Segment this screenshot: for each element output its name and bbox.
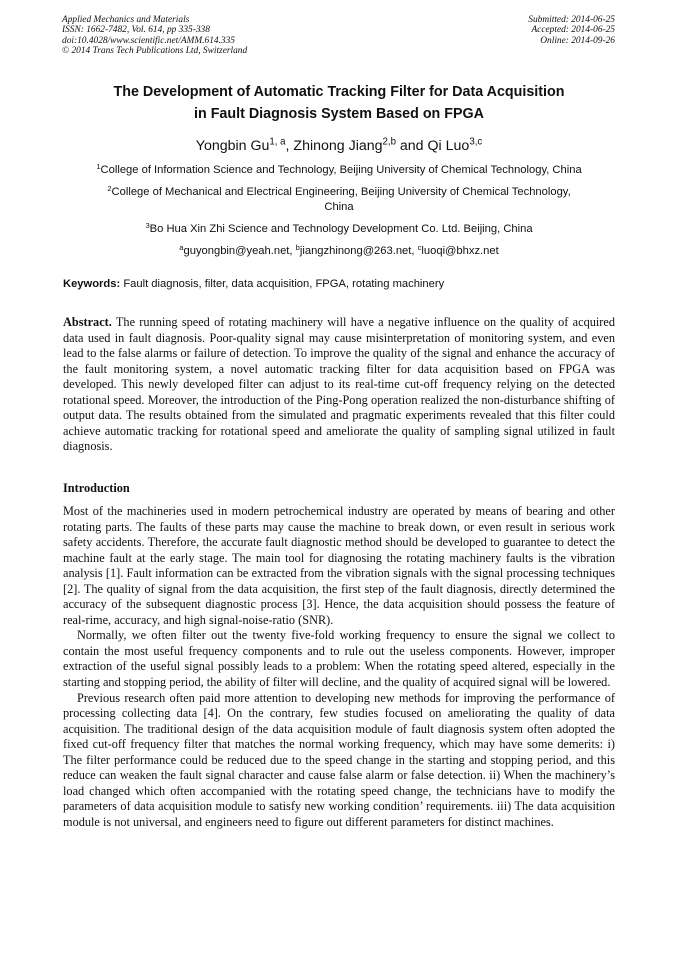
author-affil-mark: 3,c	[469, 136, 483, 148]
title-line-2: in Fault Diagnosis System Based on FPGA	[194, 106, 484, 122]
abstract-label: Abstract.	[63, 315, 112, 329]
author-list	[40, 137, 638, 155]
email-address: jiangzhinong@263.net	[299, 245, 412, 257]
affiliations	[40, 163, 638, 259]
affiliation-text: College of Mechanical and Electrical Engineering, Beijing University of Chemical Technology,	[111, 186, 571, 198]
journal-doi: doi:10.4028/www.scientific.net/AMM.614.335	[62, 35, 235, 46]
affiliation-text: Bo Hua Xin Zhi Science and Technology Development Co. Ltd. Beijing, China	[149, 223, 533, 235]
section-heading-introduction: Introduction	[63, 481, 130, 495]
author-name: Qi Luo	[427, 138, 470, 154]
affiliation-2	[40, 185, 638, 200]
paragraph: Most of the machineries used in modern petrochemical industry are operated by means of bearing and other rotating parts. The faults of these parts may cause the machine to break down, or even result in serious work safety accidents. Therefore, the accurate fault diagnostic method should be developed to guarantee to detect the machine fault at the early stage. The main tool for diagnosing the rotating machinery faults is the vibration analysis [1]. Fault information can be extracted from the vibration signals with the signal processing techniques [2]. The quality of signal from the data acquisition, the first step of the fault diagnosis, directly determined the accuracy of the subsequent diagnostic process [3]. Hence, the data acquisition should possess the feature of real-rime, accuracy, and high signal-noise-ratio (SNR).	[63, 504, 615, 627]
email-mark: b	[295, 242, 300, 252]
author-emails: $^a$guyongbin@yeah.net, $^b$jiangzhinong@263.net, $^c$luoqi@bhxz.net	[179, 242, 499, 257]
journal-issn: ISSN: 1662-7482, Vol. 614, pp 335-338	[62, 25, 210, 36]
paper-title	[40, 81, 638, 125]
affiliation-mark: 1	[96, 161, 101, 171]
abstract	[63, 315, 615, 455]
author-separator: ,	[285, 138, 294, 154]
affiliation-2-continued: China	[324, 201, 354, 213]
email-mark: c	[417, 242, 422, 252]
journal-copyright: © 2014 Trans Tech Publications Ltd, Switzerland	[62, 46, 248, 57]
email-address: luoqi@bhxz.net	[421, 245, 499, 257]
paragraph: Previous research often paid more attention to developing new methods for improving the performance of processing collecting data [4]. On the contrary, few studies focused on ameliorating the quality of data acquisition. The traditional design of the data acquisition module of fault diagnosis system often adopted the fixed cut-off frequency filter that matches the normal working frequency, which may have some demerits: i) The filter performance could be reduced due to the speed change in the starting and stopping period, and this reduce can weaken the fault signal character and cause false alarm or false detection. ii) When the machinery’s load changed which often accompanied with the rotating speed change, the technicians have to modify the parameters of data acquisition module to satisfy new working condition’ requirements. iii) The data acquisition module is not universal, and engineers need to figure out different parameters for distinct machines.	[63, 690, 615, 829]
journal-info	[62, 15, 247, 57]
author-name: Yongbin Gu	[195, 138, 270, 154]
affiliation-1	[40, 163, 638, 178]
email-address: guyongbin@yeah.net	[183, 245, 290, 257]
affiliation-mark: 2	[107, 183, 112, 193]
author-affil-mark: 1, a	[269, 136, 286, 148]
introduction-body	[63, 504, 615, 830]
abstract-text: The running speed of rotating machinery will have a negative influence on the quality of acquired data used in fault diagnosis. Poor-quality signal may cause misinterpretation of monitoring system, and even lead to the false alarms or failure of detection. To improve the quality of the signal and enhance the accuracy of the fault monitoring system, a novel automatic tracking filter for data acquisition based on FPGA was developed. This newly developed filter can adjust to its real-time cut-off frequency relying on the detected rotational speed. Moreover, the introduction of the Ping-Pong operation realized the non-disturbance shifting of output data. The results obtained from the simulated and pragmatic experiments revealed that this filter could achieve automatic tracking for rotational speed and ameliorate the quality of sampling signal utilized in fault diagnosis.	[63, 315, 615, 454]
journal-name: Applied Mechanics and Materials	[62, 15, 190, 25]
keywords	[63, 278, 444, 290]
date-accepted: Accepted: 2014-06-25	[531, 25, 615, 36]
date-submitted: Submitted: 2014-06-25	[528, 15, 615, 25]
publication-dates	[528, 15, 615, 46]
title-line-1: The Development of Automatic Tracking Filter for Data Acquisition	[113, 84, 565, 100]
affiliation-3	[40, 222, 638, 237]
author-affil-mark: 2,b	[382, 136, 396, 148]
author-name: Zhinong Jiang	[293, 138, 383, 154]
keywords-label: Keywords:	[63, 278, 121, 290]
email-mark: a	[179, 242, 184, 252]
keywords-text: Fault diagnosis, filter, data acquisition, FPGA, rotating machinery	[123, 278, 445, 290]
author-separator: and	[395, 138, 428, 154]
paragraph: Normally, we often filter out the twenty five-fold working frequency to ensure the signal we collect to contain the most useful frequency components and to rule out the useless components. However, improper extraction of the useful signal possibly leads to a problem: When the rotating speed altered, especially in the starting and stopping period, the ability of filter will decline, and the quality of acquired signal will be lowered.	[63, 628, 615, 690]
affiliation-mark: 3	[145, 220, 150, 230]
date-online: Online: 2014-09-26	[540, 35, 615, 46]
affiliation-text: College of Information Science and Technology, Beijing University of Chemical Technology, China	[100, 164, 582, 176]
